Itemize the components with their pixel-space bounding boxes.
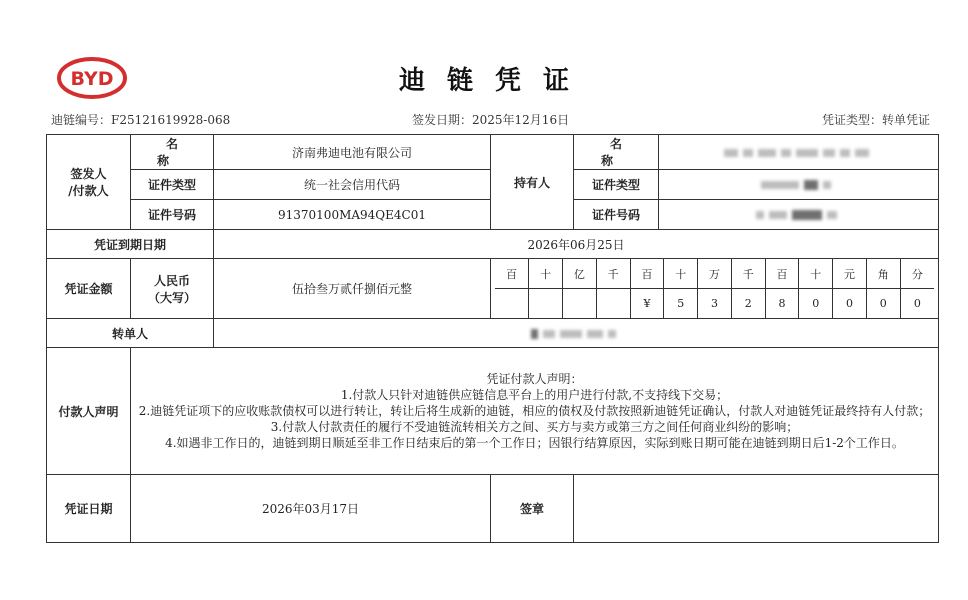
amount-unit-cell: 元 — [833, 259, 867, 289]
holder-id-type-redacted — [659, 170, 939, 200]
amount-digit-cell: 8 — [765, 289, 799, 319]
amount-digit-table — [495, 259, 934, 318]
amount-digit-cell — [596, 289, 630, 319]
logo-text: BYD — [70, 68, 114, 90]
amount-unit-cell: 分 — [900, 259, 934, 289]
declaration-line: 4.如遇非工作日的，迪链到期日顺延至非工作日结束后的第一个工作日；因银行结算原因，实际到账日期可能在迪链到期日后1-2个工作日。 — [165, 436, 904, 450]
rmb-label-text: 人民币 （大写） — [147, 273, 196, 305]
transferor-label: 转单人 — [47, 319, 214, 348]
amount-unit-row — [495, 259, 934, 289]
amount-digit-cell: 3 — [698, 289, 732, 319]
document-title: 迪链凭证 — [398, 66, 591, 96]
amount-unit-cell: 十 — [664, 259, 698, 289]
amount-digit-cell: 0 — [833, 289, 867, 319]
holder-name-redacted — [659, 135, 939, 170]
declaration-label: 付款人声明 — [47, 348, 131, 475]
amount-unit-cell: 角 — [866, 259, 900, 289]
voucher-date-label: 凭证日期 — [47, 475, 131, 543]
amount-unit-cell: 千 — [596, 259, 630, 289]
seal-area — [574, 475, 939, 543]
holder-id-no-redacted — [659, 200, 939, 230]
issuer-id-no: 91370100MA94QE4C01 — [214, 200, 491, 230]
declaration-text — [131, 348, 939, 475]
declaration-line: 3.付款人付款责任的履行不受迪链流转相关方之间、买方与卖方或第三方之间任何商业纠纷的影响； — [270, 420, 799, 434]
holder-id-type-label: 证件类型 — [574, 170, 659, 200]
issuer-name-label: 名 称 — [131, 135, 214, 170]
amount-digit-cell — [495, 289, 529, 319]
amount-digit-cell: 0 — [799, 289, 833, 319]
issuer-label-text: 签发人 /付款人 — [68, 167, 109, 198]
amount-unit-cell: 千 — [731, 259, 765, 289]
amount-unit-cell: 百 — [765, 259, 799, 289]
amount-digit-cell: 5 — [664, 289, 698, 319]
seal-label: 签章 — [491, 475, 574, 543]
voucher-date: 2026年03月17日 — [131, 475, 491, 543]
issuer-label — [47, 135, 131, 230]
amount-unit-cell: 万 — [698, 259, 732, 289]
ref-number: 迪链编号：F25121619928-068 — [51, 113, 231, 127]
amount-words: 伍拾叁万贰仟捌佰元整 — [214, 259, 491, 319]
declaration-line: 2.迪链凭证项下的应收账款债权可以进行转让，转让后将生成新的迪链，相应的债权及付款按照新迪链凭证确认，付款人对迪链凭证最终持有人付款； — [138, 404, 931, 418]
issuer-name: 济南弗迪电池有限公司 — [214, 135, 491, 170]
due-date-label: 凭证到期日期 — [47, 230, 214, 259]
amount-digit-cell: ¥ — [630, 289, 664, 319]
amount-digit-cell — [563, 289, 597, 319]
amount-unit-cell: 十 — [529, 259, 563, 289]
declaration-line: 1.付款人只针对迪链供应链信息平台上的用户进行付款,不支持线下交易； — [340, 388, 729, 402]
amount-unit-cell: 百 — [630, 259, 664, 289]
amount-label: 凭证金额 — [47, 259, 131, 319]
transferor-redacted — [214, 319, 939, 348]
holder-id-no-label: 证件号码 — [574, 200, 659, 230]
rmb-label — [131, 259, 214, 319]
issuer-id-type: 统一社会信用代码 — [214, 170, 491, 200]
amount-unit-cell: 十 — [799, 259, 833, 289]
holder-name-label: 名 称 — [574, 135, 659, 170]
amount-unit-cell: 亿 — [563, 259, 597, 289]
issuer-id-no-label: 证件号码 — [131, 200, 214, 230]
declaration-line: 凭证付款人声明： — [486, 372, 583, 386]
voucher-type: 凭证类型：转单凭证 — [821, 113, 930, 127]
amount-digit-cell: 2 — [731, 289, 765, 319]
issue-date: 签发日期：2025年12月16日 — [412, 113, 570, 127]
amount-digit-row — [495, 289, 934, 319]
due-date: 2026年06月25日 — [214, 230, 939, 259]
issuer-id-type-label: 证件类型 — [131, 170, 214, 200]
amount-digit-cell: 0 — [913, 297, 921, 310]
amount-grid — [491, 259, 939, 319]
amount-digit-cell — [529, 289, 563, 319]
holder-label: 持有人 — [491, 135, 574, 230]
amount-unit-cell: 百 — [495, 259, 529, 289]
voucher-table — [46, 134, 939, 543]
amount-digit-cell: 0 — [866, 289, 900, 319]
